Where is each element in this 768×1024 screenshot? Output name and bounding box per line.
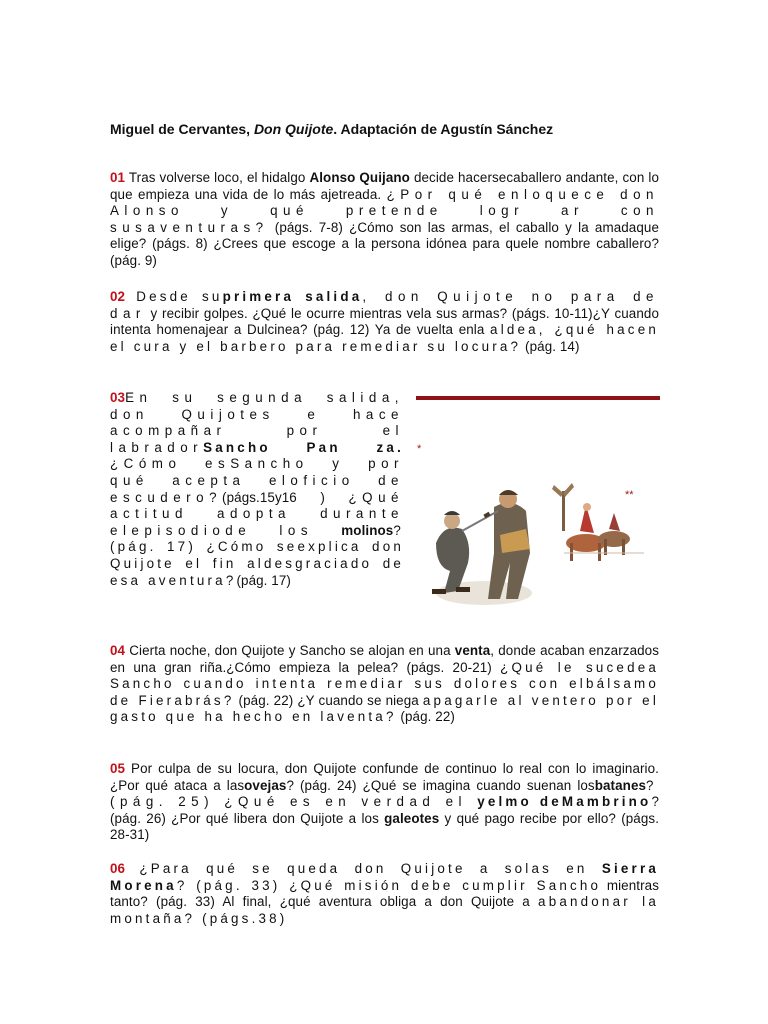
quixote-illustration [414,403,660,625]
question-03 [110,390,404,589]
question-text: (pág. 22) [396,709,455,725]
question-text: (págs. 7-8) ¿Cómo son las armas, el caballo y la amadaque elige? (págs. 8) ¿Crees que escoge a la persona idónea para quele nombre caballero? (pág. 9) [110,219,659,268]
question-text: y recibir golpes. ¿Qué le ocurre mientras vela sus armas? (págs. 10-11)¿Y cuando intenta homenajear a Dulcinea? (pág. 12) Ya de vuelta enla [110,305,659,338]
question-text: apagarle al ventero por el gasto que ha hecho en laventa? [110,692,659,725]
question-text: ¿Qué actitud adopta durante elepisodiode los [110,489,404,538]
question-number: 06 [110,861,126,876]
question-text: abandonar la montaña? (págs.38) [110,894,659,926]
key-term: galeotes [384,810,440,826]
key-term: yelmo deMambrino [477,794,652,810]
star-mark: ** [625,489,634,501]
question-text: (págs.15y16 ) [222,489,349,505]
key-term: Alonso Quijano [309,170,410,185]
question-text: En su segunda salida, don Quijotes e hace acompañar por el labrador [110,390,404,455]
question-text: Cierta noche, don Quijote y Sancho se alojan en una [125,643,455,658]
key-term: Sierra Morena [110,861,659,893]
question-05 [110,761,659,844]
page-title [110,121,553,137]
star-mark: * [417,443,422,455]
question-number: 05 [110,761,126,776]
question-number: 01 [110,170,126,185]
question-text: ? (pág. 25) ¿Qué es en verdad el [110,777,659,810]
title-book: Don Quijote [253,121,334,137]
question-text: ¿Para qué se queda don Quijote a solas en [125,861,602,876]
question-text: aldea, ¿qué hacen el cura y el barbero para remediar su locura? [110,322,659,354]
question-text: ? (pág. 17) ¿Cómo seexplica don Quijote el fin aldesgraciado de esa aventura? [110,522,404,588]
question-text: decide hacersecaballero andante, con lo que empieza una vida de lo más ajetreada. [110,170,659,202]
question-text: , don Quijote no para de dar [110,289,659,321]
question-text: y qué pago recibe por ello? (págs. 28-31) [110,810,660,843]
key-term: ovejas [244,777,287,793]
key-term: venta [454,643,491,658]
question-text: ¿Por qué enloquece don Alonso y qué pretende logr ar con susaventuras? [110,186,659,235]
decorative-rule [416,396,660,400]
fighters-image [432,490,532,605]
question-text: , donde acaban enzarzados en una gran riña.¿Cómo empieza la pelea? (págs. 20-21) [110,643,660,675]
question-text: (pág. 14) [521,338,580,354]
question-text: ? (pág. 26) ¿Por qué libera don Quijote a los [110,794,659,826]
title-rest: . Adaptación de Agustín Sánchez [333,121,554,137]
key-term: primera salida [222,289,363,304]
background-riders-image [552,483,644,561]
question-number: 04 [110,643,126,658]
question-number: 02 [110,289,126,304]
title-author: Miguel de Cervantes, [110,121,251,137]
question-06 [110,861,659,927]
question-02 [110,289,659,355]
question-text: ¿Cómo esSancho y por qué acepta eloficio de escudero? [110,456,404,505]
question-text: (pág. 17) [236,572,291,588]
key-term: batanes [594,777,647,793]
question-text: mientras tanto? (pág. 33) Al final, ¿qué aventura obliga a don Quijote a [110,877,659,910]
question-text: Desde su [125,289,223,304]
question-text: ? (pág. 24) ¿Qué se imagina cuando suenan los [286,777,595,793]
key-term: molinos [341,522,394,538]
question-text: Por culpa de su locura, don Quijote confunde de continuo lo real con lo imaginario. ¿Por qué ataca a las [110,761,659,793]
question-text: Tras volverse loco, el hidalgo [125,170,310,185]
question-text: (pág. 22) ¿Y cuando se niega [234,692,423,708]
question-number: 03 [110,390,126,405]
question-01 [110,170,659,270]
key-term: Sancho Pan za. [203,439,404,455]
question-text: ¿Qué le sucedea Sancho cuando intenta remediar sus dolores con elbálsamo de Fierabrás? [110,659,660,708]
question-text: ? (pág. 33) ¿Qué misión debe cumplir Sancho [176,877,602,893]
question-04 [110,643,659,726]
